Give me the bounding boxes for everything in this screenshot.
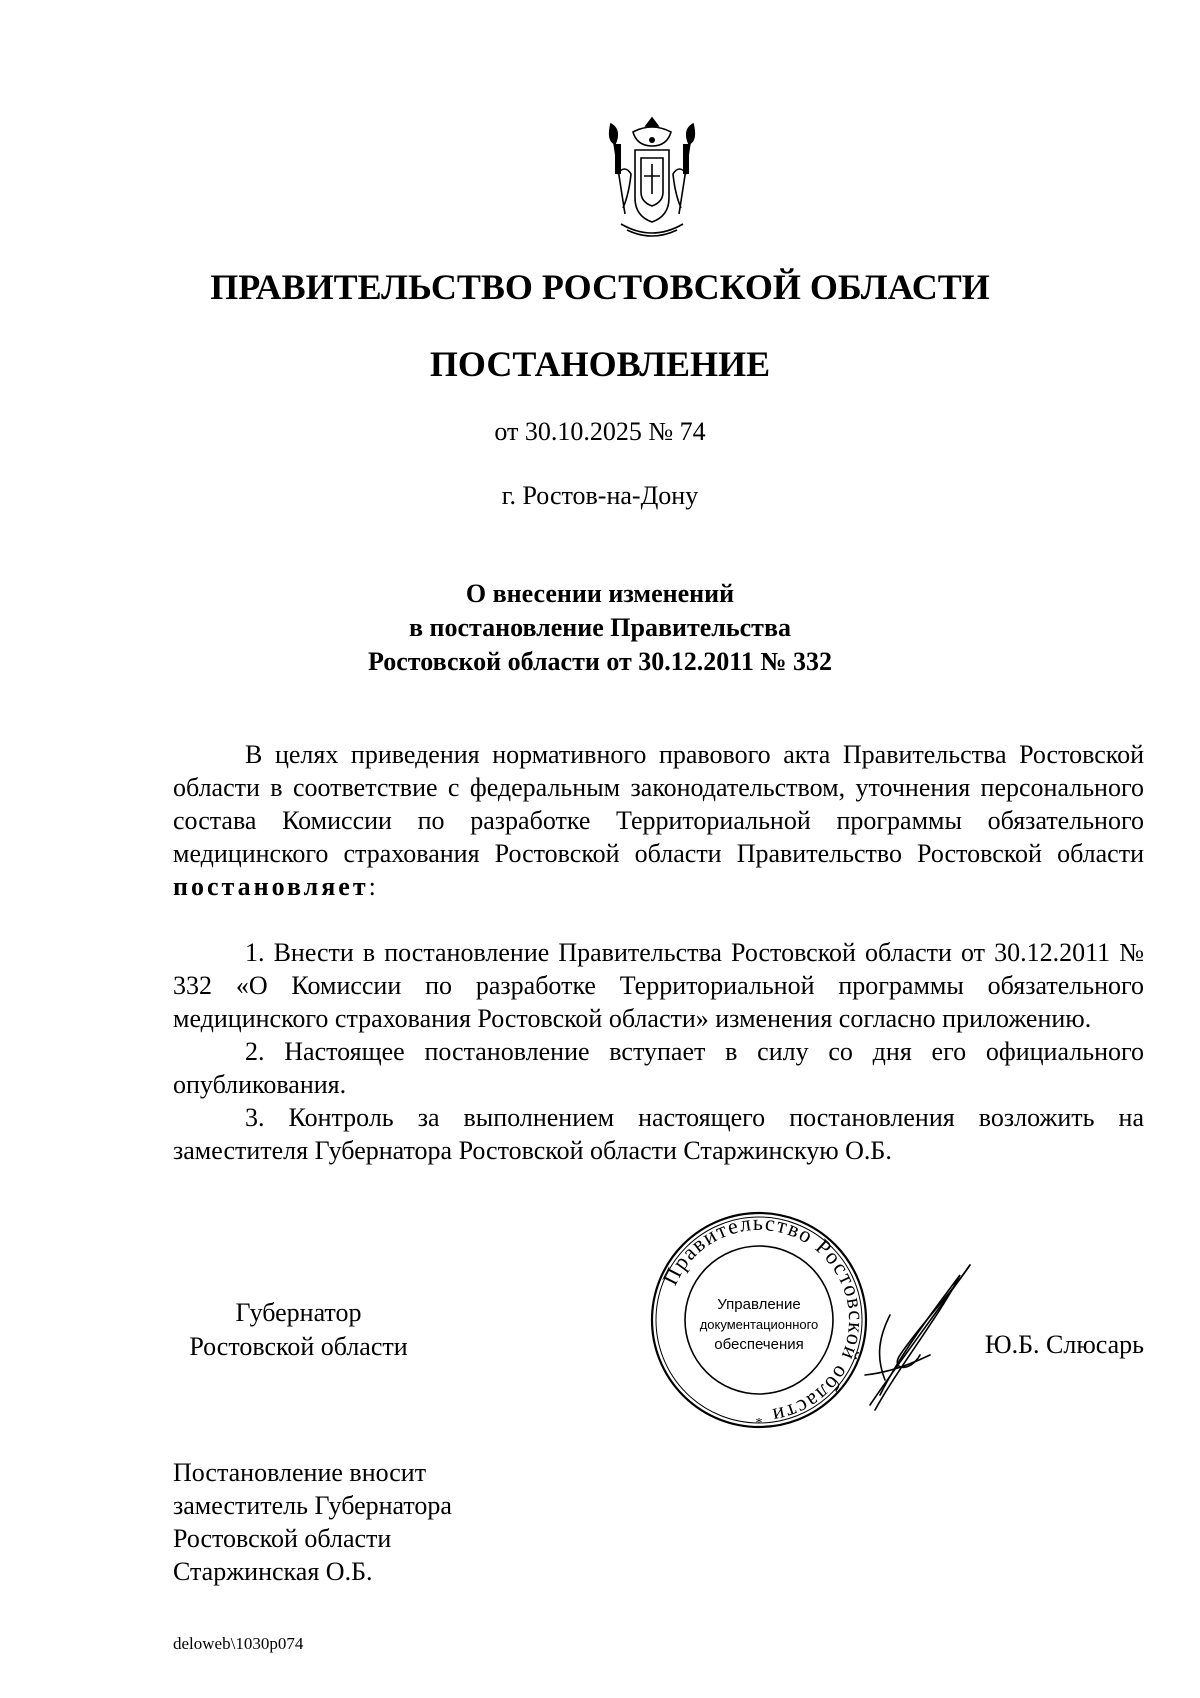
official-seal-icon <box>648 1209 870 1431</box>
svg-text:*: * <box>755 1416 763 1431</box>
submitter-line: заместитель Губернатора <box>173 1491 452 1520</box>
document-subject <box>0 577 1200 679</box>
preamble-emphasis: постановляет <box>173 872 369 901</box>
seal-center-line: документационного <box>699 1317 819 1332</box>
document-date-number: от 30.10.2025 № 74 <box>494 417 706 446</box>
file-reference: deloweb\1030p074 <box>173 1634 304 1653</box>
document-type: ПОСТАНОВЛЕНИЕ <box>429 344 771 384</box>
document-city: г. Ростов-на-Дону <box>501 481 699 510</box>
seal-center-line: обеспечения <box>714 1336 804 1353</box>
handwritten-signature-icon <box>860 1255 980 1415</box>
signatory-title-line: Ростовской области <box>189 1332 408 1361</box>
preamble-tail: : <box>368 872 376 901</box>
preamble-paragraph <box>173 738 1144 903</box>
submitter-line: Старжинская О.Б. <box>173 1557 373 1586</box>
signatory-title <box>176 1296 421 1364</box>
resolution-item: 2. Настоящее постановление вступает в силу со дня его официального опубликования. <box>173 1037 1144 1099</box>
resolution-item: 3. Контроль за выполнением настоящего постановления возложить на заместителя Губернатора Ростовской области Старжинскую О.Б. <box>173 1103 1144 1165</box>
signatory-name: Ю.Б. Слюсарь <box>984 1330 1144 1359</box>
organization-name: ПРАВИТЕЛЬСТВО РОСТОВСКОЙ ОБЛАСТИ <box>210 267 990 307</box>
submitter-line: Постановление вносит <box>173 1458 427 1487</box>
resolution-item: 1. Внести в постановление Правительства Ростовской области от 30.12.2011 № 332 «О Комиссии по разработке Территориальной программы обязательного медицинского страхования Ростовской области» изменения согласно приложению. <box>173 938 1144 1033</box>
subject-line: в постановление Правительства <box>408 613 791 642</box>
seal-center-line: Управление <box>717 1296 801 1313</box>
signatory-title-line: Губернатор <box>235 1298 362 1327</box>
submitter-line: Ростовской области <box>173 1524 392 1553</box>
resolution-items <box>173 936 1144 1167</box>
preamble-text: В целях приведения нормативного правового акта Правительства Ростовской области в соответствие с федеральным законодательством, уточнения персонального состава Комиссии по разработке Территориальной программы обязательного медицинского страхования Ростовской области Правительство Ростовской области <box>173 740 1144 868</box>
preamble <box>173 738 1144 903</box>
subject-line: Ростовской области от 30.12.2011 № 332 <box>368 647 832 676</box>
submitter-block <box>173 1456 452 1588</box>
coat-of-arms-icon <box>603 114 701 244</box>
subject-line: О внесении изменений <box>465 579 735 608</box>
seal-ring-text: Правительство Ростовской области <box>657 1209 870 1430</box>
